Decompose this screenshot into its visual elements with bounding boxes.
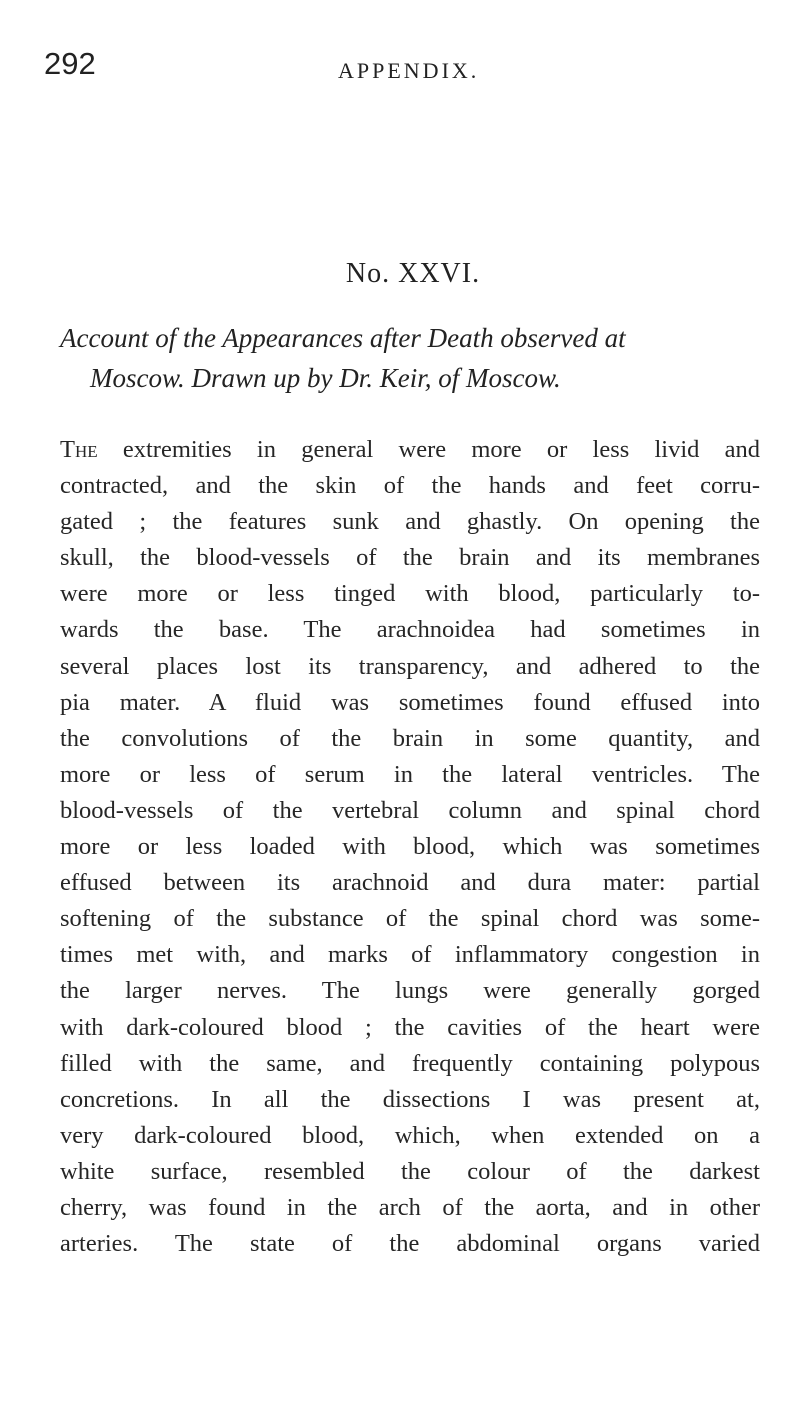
body-line: more or less loaded with blood, which was sometimes	[60, 833, 760, 861]
body-text	[60, 432, 760, 1262]
body-line: contracted, and the skin of the hands and feet corru-	[60, 472, 760, 500]
body-line: concretions. In all the dissections I was present at,	[60, 1085, 760, 1113]
body-line: gated ; the features sunk and ghastly. On opening the	[60, 508, 760, 536]
body-line: filled with the same, and frequently containing polypous	[60, 1049, 760, 1077]
body-line: wards the base. The arachnoidea had sometimes in	[60, 616, 760, 644]
body-line: with dark-coloured blood ; the cavities of the heart were	[60, 1013, 760, 1041]
body-line: white surface, resembled the colour of the darkest	[60, 1157, 760, 1185]
body-line: were more or less tinged with blood, particularly to-	[60, 580, 760, 608]
body-line: pia mater. A fluid was sometimes found effused into	[60, 688, 760, 716]
section-title-line-2: Moscow. Drawn up by Dr. Keir, of Moscow.	[90, 363, 561, 393]
body-line: very dark-coloured blood, which, when extended on a	[60, 1121, 760, 1149]
section-title-line-1: Account of the Appearances after Death observed at	[60, 323, 626, 353]
page-number: 292	[44, 46, 96, 81]
section-number: No. XXVI.	[345, 258, 481, 289]
body-line: the larger nerves. The lungs were generally gorged	[60, 977, 760, 1005]
running-head: APPENDIX.	[338, 58, 480, 83]
body-line: times met with, and marks of inflammatory congestion in	[60, 941, 760, 969]
body-line: several places lost its transparency, and adhered to the	[60, 652, 760, 680]
body-line: blood-vessels of the vertebral column and spinal chord	[60, 796, 760, 824]
body-line: cherry, was found in the arch of the aorta, and in other	[60, 1193, 760, 1221]
body-line: softening of the substance of the spinal chord was some-	[60, 905, 760, 933]
body-line: effused between its arachnoid and dura mater: partial	[60, 869, 760, 897]
body-line: more or less of serum in the lateral ventricles. The	[60, 760, 760, 788]
body-line: the convolutions of the brain in some quantity, and	[60, 724, 760, 752]
body-line: The extremities in general were more or less livid and	[60, 436, 760, 463]
body-line: arteries. The state of the abdominal organs varied	[60, 1230, 760, 1258]
section-title	[60, 318, 760, 398]
body-line: skull, the blood-vessels of the brain and its membranes	[60, 544, 760, 572]
